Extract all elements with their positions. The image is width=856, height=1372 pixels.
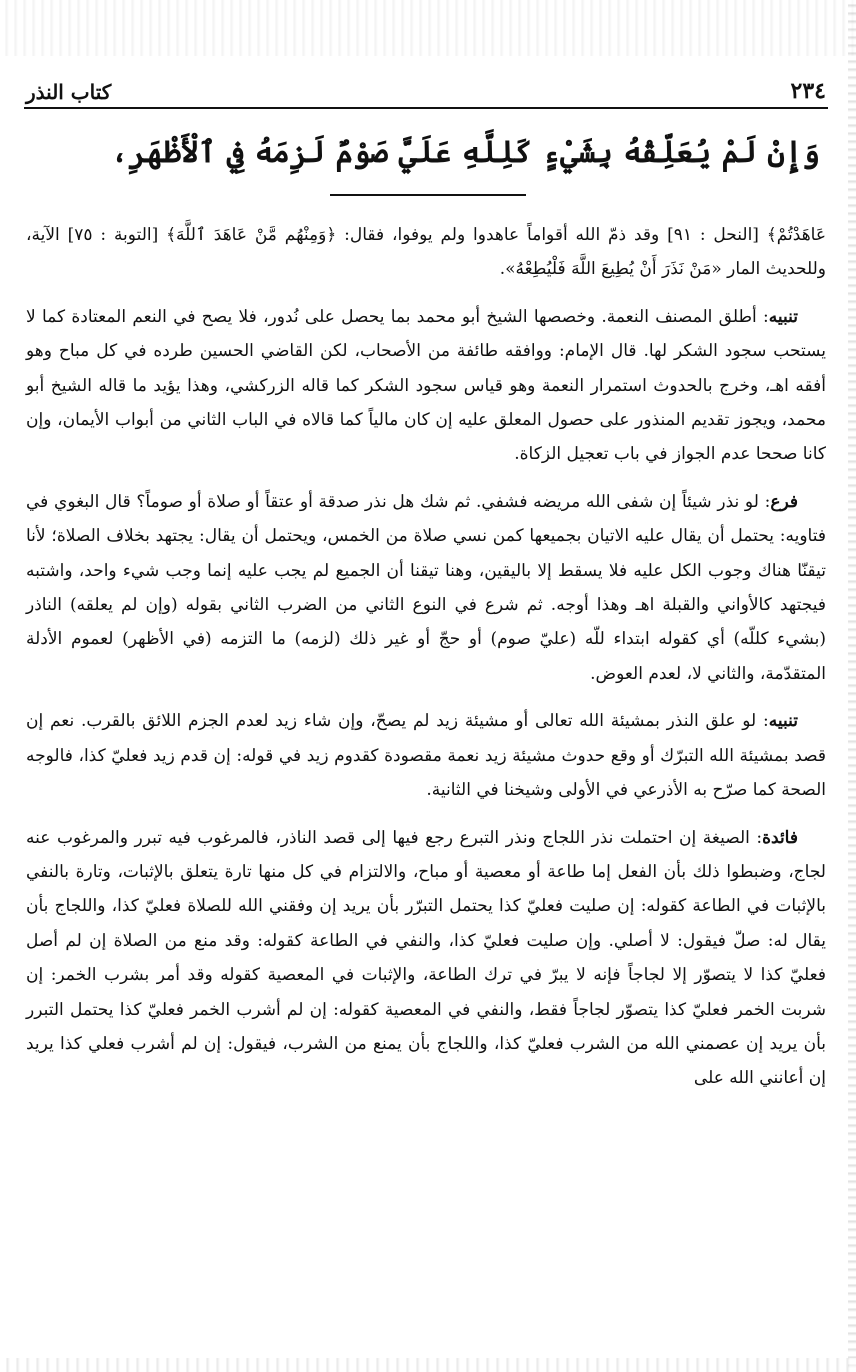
matn-text: وَإِنْ لَمْ يُعَلِّقْهُ بِشَيْءٍ كَلِلَّهِ عَلَيَّ صَوْمٌ لَزِمَهُ فِي ٱلْأَظْهَرِ، <box>110 135 820 170</box>
running-title: كتاب النذر <box>26 80 112 104</box>
matn-rule <box>330 194 526 196</box>
paragraph-text: عَاهَدْتُمْ﴾ [النحل : ٩١] وقد ذمّ الله أقواماً عاهدوا ولم يوفوا، فقال: ﴿وَمِنْهُم مَّنْ عَاهَدَ ٱللَّهَ﴾ [التوبة : ٧٥] الآية، وللحديث المار «مَنْ نَذَرَ أَنْ يُطِيعَ اللَّهَ فَلْيُطِعْهُ». <box>26 225 826 280</box>
page-header <box>26 70 826 104</box>
paragraph-text: : أطلق المصنف النعمة. وخصصها الشيخ أبو محمد بما يحصل على نُدور، فلا يصح في النعم المعتادة كما لا يستحب سجود الشكر لها. قال الإمام: ووافقه طائفة من الأصحاب، لكن القاضي الحسين طرده في كل مباح وهو أفقه اهـ، وخرج بالحدوث استمرار النعمة وهو قياس سجود الشكر كما قاله الزركشي، وهذا يؤيد ما قاله الشيخ أبو محمد، ويجوز تقديم المنذور على حصول المعلق عليه إن كان مالياً كما قالاه في الباب الثاني من أبواب الأيمان، وإن كانا صححا عدم الجواز في باب تعجيل الزكاة. <box>26 306 827 465</box>
scan-edge-top <box>0 0 856 56</box>
paragraph-lead: فائدة <box>762 827 798 848</box>
paragraph-tanbih-1 <box>26 300 826 472</box>
header-rule <box>24 107 828 109</box>
paragraph-faida <box>26 821 826 1096</box>
scan-edge-right <box>848 0 856 1372</box>
page-number: ٢٣٤ <box>790 78 826 104</box>
paragraph-lead: فرع <box>770 491 798 512</box>
paragraph-lead: تنبيه <box>768 306 798 327</box>
commentary-body <box>26 218 826 1109</box>
paragraph-text: : لو نذر شيئاً إن شفى الله مريضه فشفي. ثم شك هل نذر صدقة أو عتقاً أو صلاة أو صوماً؟ قال البغوي في فتاويه: يحتمل أن يقال عليه الاتيان بجميعها كمن نسي صلاة من الخمس، ويحتمل أن يقال: يجتهد بخلاف الصلاة؛ لأنا تيقنّا هناك وجوب الكل عليه فلا يسقط إلا باليقين، وهنا تيقنا أن الجميع لم يجب عليه إنما وجب شيء واحد، واشتبه فيجتهد كالأواني والقبلة اهـ وهذا أوجه. ثم شرع في النوع الثاني من الضرب الثاني بقوله (وإن لم يعلقه) الناذر (بشيء كللّه) أي كقوله ابتداء للّه (عليّ صوم) أو حجّ أو غير ذلك (لزمه) ما التزمه (في الأظهر) لعموم الأدلة المتقدّمة، والثاني لا، لعدم العوض. <box>26 491 826 684</box>
paragraph-text: : الصيغة إن احتملت نذر اللجاج ونذر التبرع رجع فيها إلى قصد الناذر، فالمرغوب فيه تبرر والمرغوب عنه لجاج، وضبطوا ذلك بأن الفعل إما طاعة أو معصية أو مباح، والالتزام في كل منها تارة يتعلق بالإثبات، وتارة بالنفي بالإثبات في الطاعة كقوله: إن صليت فعليّ كذا يحتمل التبرّر بأن يريد إن وفقني الله للصلاة فعليّ كذا، واللجاج بأن يقال له: صلّ فيقول: لا أصلي. وإن صليت فعليّ كذا، والنفي في الطاعة كقوله: وقد منع من الصلاة إن لم أصل فعليّ كذا لا يتصوّر إلا لجاجاً فإنه لا يبرّ في ترك الطاعة، والإثبات في المعصية كقوله وقد أمر بشرب الخمر: إن شربت الخمر فعليّ كذا يتصوّر لجاجاً فقط، والنفي في المعصية كقوله: إن لم أشرب الخمر فعليّ كذا يحتمل التبرر بأن يريد إن عصمني الله من الشرب فعليّ كذا، واللجاج بأن يمنع من الشرب، فيقول: إن لم أشرب فعلي كذا يريد إن أعانني الله على <box>26 827 826 1089</box>
scan-edge-bottom <box>0 1358 856 1372</box>
paragraph-text: : لو علق النذر بمشيئة الله تعالى أو مشيئة زيد لم يصحّ، وإن شاء زيد لعدم الجزم اللائق بالقرب. نعم إن قصد بمشيئة الله التبرّك أو وقع حدوث مشيئة زيد نعمة مقصودة كقدوم زيد في قوله: إن قدم زيد فعليّ كذا، فالوجه الصحة كما صرّح به الأذرعي في الأولى وشيخنا في الثانية. <box>26 711 826 801</box>
paragraph-lead: تنبيه <box>768 711 798 732</box>
paragraph-quran-citations <box>26 218 826 287</box>
paragraph-far <box>26 485 826 691</box>
paragraph-tanbih-2 <box>26 704 826 807</box>
